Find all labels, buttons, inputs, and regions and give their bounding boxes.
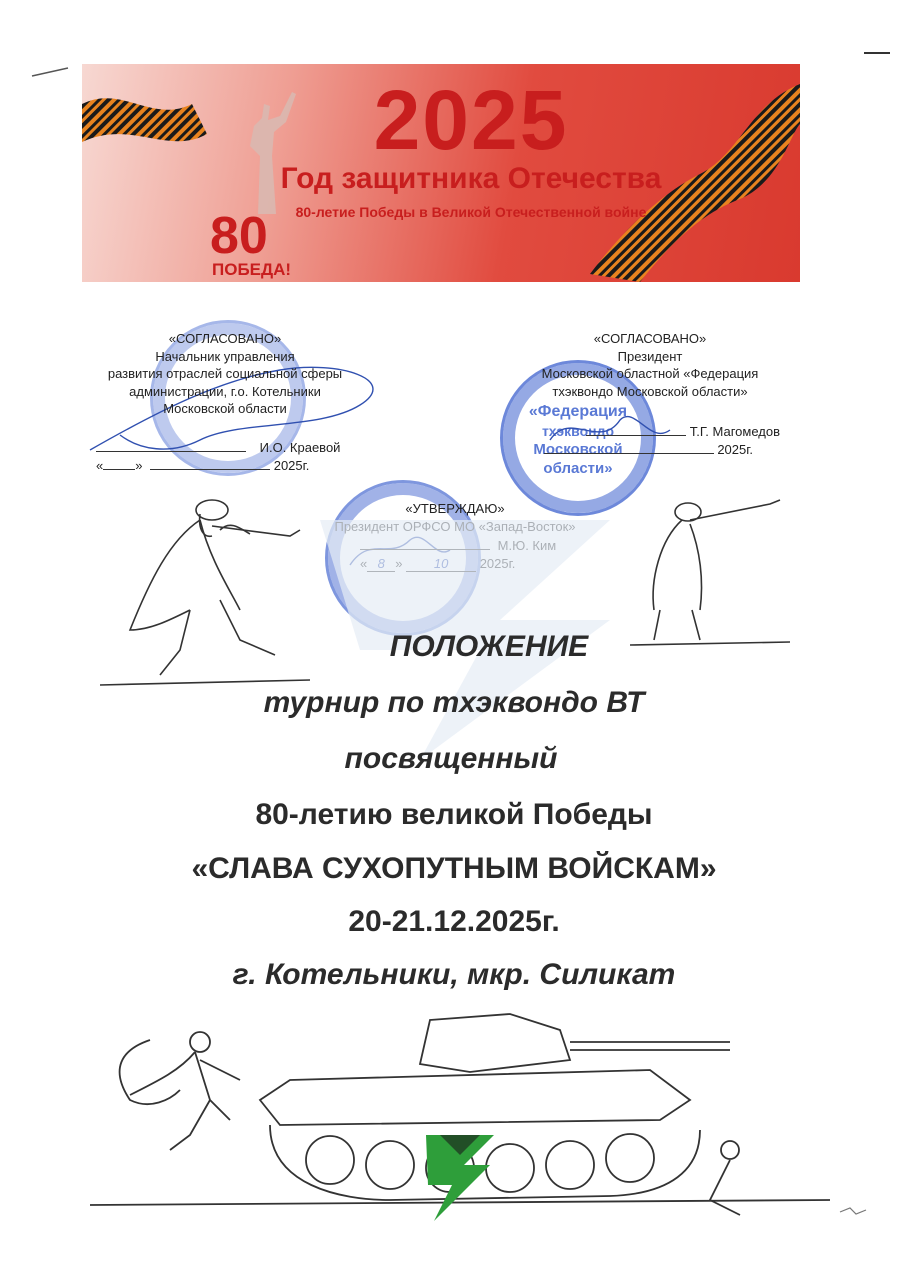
banner-subtitle: 80-летие Победы в Великой Отечественной войне [295,204,647,220]
scan-mark-right [862,50,892,56]
banner-title: Год защитника Отечества [280,162,662,195]
header-banner [82,64,800,282]
tournament-dates: 20-21.12.2025г. [348,905,560,938]
stamp-right-line4: области» [543,460,613,477]
soldier-right-icon [630,490,790,650]
scan-mark-left [30,64,70,78]
document-title: ПОЛОЖЕНИЕ [389,630,589,663]
approval-right-signature-line [540,424,780,439]
tournament-name: «СЛАВА СУХОПУТНЫМ ВОЙСКАМ» [191,852,717,885]
stamp-right-line2: тхэквондо [541,423,615,439]
approval-block-left [80,330,370,418]
approval-right-line3: тхэквондо Московской области» [552,383,748,399]
tournament-location: г. Котельники, мкр. Силикат [232,958,676,991]
approval-right-name: Т.Г. Магомедов [689,424,780,439]
stamp-right-line3: Московской [533,441,623,458]
approval-left-year: 2025г. [273,458,310,473]
banner-year: 2025 [373,73,569,167]
scan-mark-corner [838,1204,868,1218]
badge-victory: ПОБЕДА! [212,260,292,279]
approval-left-line3: администрации, г.о. Котельники [129,383,321,399]
approval-right-year: 2025г. [717,442,753,457]
badge-80: 80 [210,207,268,265]
approval-right-date-line [520,442,753,457]
approval-right-line2: Московской областной «Федерация [541,366,759,381]
approval-left-date-line: « » 2025г. [96,458,310,473]
federation-logo-icon [420,1125,500,1225]
tournament-line: турнир по тхэквондо ВТ [263,686,645,719]
anniversary-line: 80-летию великой Победы [255,798,653,831]
approval-block-right [520,330,780,400]
dedication-line: посвященный [344,742,558,775]
approval-left-line2: развития отраслей социальной сферы [107,366,343,381]
approval-center-heading: «УТВЕРЖДАЮ» [405,501,505,516]
stamp-right-line1: «Федерация [528,403,628,420]
approval-left-name: И.О. Краевой [259,440,341,455]
approval-left-signature-line [96,440,362,455]
approval-left-heading: «СОГЛАСОВАНО» [168,331,282,346]
approval-right-heading: «СОГЛАСОВАНО» [593,331,707,346]
approval-left-line4: Московской области [163,401,287,416]
approval-right-line1: Президент [617,348,683,364]
approval-left-line1: Начальник управления [155,348,295,364]
